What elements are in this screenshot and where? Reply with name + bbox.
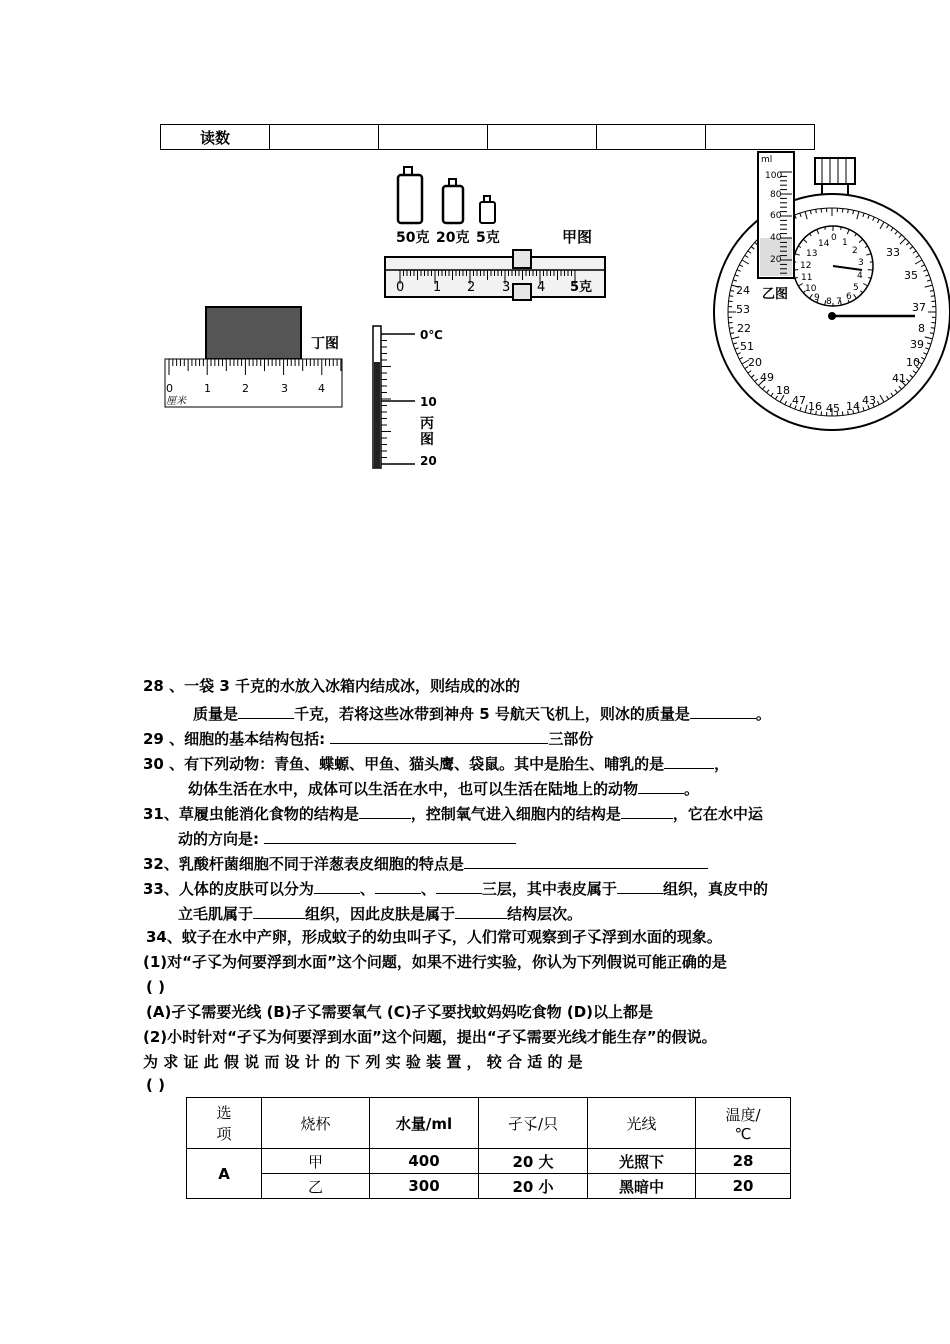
q34-2-paren: ( ) <box>146 1076 165 1094</box>
experiment-table <box>186 1097 791 1199</box>
q31-line1 <box>143 802 763 824</box>
q33-line1 <box>143 877 768 899</box>
instruments-figure <box>0 0 950 480</box>
tick-mark <box>816 209 817 213</box>
cylinder-tick-40: 40 <box>770 233 782 243</box>
q33-blank-3[interactable] <box>436 877 482 894</box>
q33-text-7: 组织，因此皮肤是属于 <box>305 905 456 923</box>
dial-small-9: 9 <box>814 293 820 303</box>
tick-mark <box>931 296 935 297</box>
header-larvae: 孑孓/只 <box>479 1098 588 1149</box>
balance-tick-5: 5克 <box>570 280 593 295</box>
dial-large-37: 37 <box>912 301 926 314</box>
header-option-2: 项 <box>216 1125 232 1143</box>
q34-2-line1: (2)小时针对“孑孓为何要浮到水面”这个问题，提出“孑孓需要光线才能生存”的假说。 <box>143 1028 717 1046</box>
dial-small-5: 5 <box>853 283 859 293</box>
q31-text-1: 31、草履虫能消化食物的结构是 <box>143 805 359 823</box>
dial-small-6: 6 <box>846 292 852 302</box>
q28-text-3: 。 <box>755 705 771 723</box>
q34-options: (A)孑孓需要光线 (B)孑孓需要氧气 (C)孑孓要找蚊妈妈吃食物 (D)以上都是 <box>146 1003 654 1021</box>
cylinder-tick-100: 100 <box>765 171 783 181</box>
jia-label: 甲图 <box>562 228 593 246</box>
cell-light-2: 黑暗中 <box>588 1174 696 1199</box>
q28-text-1: 质量是 <box>193 705 239 723</box>
cell-larvae-1: 20 大 <box>479 1149 588 1174</box>
q31-blank-1[interactable] <box>359 802 411 819</box>
weight-label-20: 20克 <box>436 230 470 246</box>
dial-small-4: 4 <box>857 271 863 281</box>
q33-text-5: 组织，真皮中的 <box>662 880 768 898</box>
q31-line2 <box>178 827 516 849</box>
q33-blank-5[interactable] <box>253 902 305 919</box>
dial-large-53: 53 <box>736 303 750 316</box>
cylinder-unit: ml <box>761 155 773 165</box>
dial-large-51: 51 <box>740 340 754 353</box>
thermo-tick-10: 10 <box>420 395 437 409</box>
dial-small-0: 0 <box>831 233 837 243</box>
q31-blank-3[interactable] <box>264 827 516 844</box>
dial-small-12: 12 <box>800 261 812 271</box>
q30-blank-1[interactable] <box>664 752 714 769</box>
ruler-tick-1: 1 <box>204 382 211 395</box>
q31-blank-2[interactable] <box>621 802 673 819</box>
header-temp <box>696 1098 791 1149</box>
q32-line <box>143 852 708 874</box>
dial-small-8: 8 <box>826 297 832 307</box>
q31-text-4: 动的方向是: <box>178 830 259 848</box>
dial-small-13: 13 <box>806 249 818 259</box>
dial-large-41: 41 <box>892 372 906 385</box>
q33-blank-4[interactable] <box>617 877 663 894</box>
reading-label: 读数 <box>161 125 270 150</box>
q34-2-line2: 为 求 证 此 假 说 而 设 计 的 下 列 实 验 装 置 ， 较 合 适 的 是 <box>143 1053 583 1071</box>
stopwatch <box>714 158 950 430</box>
thermo-tick-0: 0℃ <box>420 328 443 342</box>
ding-label: 丁图 <box>311 336 339 352</box>
q28-blank-2[interactable] <box>690 702 756 719</box>
cell-temp-2: 20 <box>696 1174 791 1199</box>
q32-text: 32、乳酸杆菌细胞不同于洋葱表皮细胞的特点是 <box>143 855 464 873</box>
q29-line <box>143 727 593 749</box>
header-light: 光线 <box>588 1098 696 1149</box>
yi-label: 乙图 <box>762 287 789 302</box>
dial-large-22: 22 <box>737 322 751 335</box>
dial-small-14: 14 <box>818 239 830 249</box>
q30-line1 <box>143 752 729 774</box>
q30-text-1: 30 、有下列动物：青鱼、蝶螈、甲鱼、猫头鹰、袋鼠。其中是胎生、哺乳的是 <box>143 755 665 773</box>
q32-blank[interactable] <box>464 852 708 869</box>
q33-text-2: 、 <box>359 880 375 898</box>
block-ruler <box>165 307 342 407</box>
header-water: 水量/ml <box>370 1098 479 1149</box>
dial-large-24: 24 <box>736 284 750 297</box>
header-temp-1: 温度/ <box>725 1105 761 1124</box>
q33-text-1: 33、人体的皮肤可以分为 <box>143 880 314 898</box>
balance-tick-2: 2 <box>467 280 476 295</box>
dial-large-14: 14 <box>846 400 860 413</box>
dial-large-20: 20 <box>748 356 762 369</box>
q33-text-3: 、 <box>420 880 436 898</box>
option-a: A <box>187 1149 262 1199</box>
cell-larvae-2: 20 小 <box>479 1174 588 1199</box>
ruler-tick-3: 3 <box>281 382 288 395</box>
ruler-tick-2: 2 <box>242 382 249 395</box>
cell-light-1: 光照下 <box>588 1149 696 1174</box>
cylinder-tick-60: 60 <box>770 211 782 221</box>
cell-water-1: 400 <box>370 1149 479 1174</box>
q33-text-8: 结构层次。 <box>507 905 583 923</box>
table-row <box>187 1149 791 1174</box>
table-row <box>187 1174 791 1199</box>
q33-blank-1[interactable] <box>314 877 360 894</box>
q28-line1: 28 、一袋 3 千克的水放入冰箱内结成冰，则结成的冰的 <box>143 677 520 695</box>
thermo-tick-20: 20 <box>420 454 437 468</box>
q33-text-6: 立毛肌属于 <box>178 905 254 923</box>
cell-temp-1: 28 <box>696 1149 791 1174</box>
q34-line: 34、蚊子在水中产卵，形成蚊子的幼虫叫孑孓，人们常可观察到孑孓浮到水面的现象。 <box>146 928 722 946</box>
q33-text-4: 三层，其中表皮属于 <box>481 880 617 898</box>
dial-large-18: 18 <box>776 384 790 397</box>
dial-small-1: 1 <box>842 238 848 248</box>
dial-large-39: 39 <box>910 338 924 351</box>
q33-blank-6[interactable] <box>455 902 507 919</box>
bing-label-1: 丙 <box>420 416 434 432</box>
balance-tick-1: 1 <box>433 280 442 295</box>
weight-label-50: 50克 <box>396 230 430 246</box>
q28-blank-1[interactable] <box>238 702 294 719</box>
dial-large-35: 35 <box>904 269 918 282</box>
dial-large-43: 43 <box>862 394 876 407</box>
dial-large-45: 45 <box>826 402 840 415</box>
q30-text-4: 。 <box>684 780 700 798</box>
q29-text-2: 三部份 <box>548 730 594 748</box>
cell-beaker-1: 甲 <box>262 1149 370 1174</box>
q31-text-2: ，控制氧气进入细胞内的结构是 <box>410 805 621 823</box>
cylinder-tick-80: 80 <box>770 190 782 200</box>
ruler-tick-0: 0 <box>166 382 173 395</box>
balance-scale <box>385 250 605 300</box>
thermometer <box>373 326 443 468</box>
q29-blank[interactable] <box>330 727 548 744</box>
dial-small-7: 7 <box>836 297 842 307</box>
cylinder-tick-20: 20 <box>770 255 782 265</box>
dial-large-10: 10 <box>906 356 920 369</box>
dial-small-10: 10 <box>805 284 817 294</box>
header-option <box>187 1098 262 1149</box>
q30-text-3: 幼体生活在水中，成体可以生活在水中，也可以生活在陆地上的动物 <box>188 780 639 798</box>
header-beaker: 烧杯 <box>262 1098 370 1149</box>
balance-tick-4: 4 <box>537 280 546 295</box>
bing-label-2: 图 <box>420 432 434 448</box>
cell-beaker-2: 乙 <box>262 1174 370 1199</box>
header-temp-2: ℃ <box>734 1124 752 1143</box>
tick-mark <box>841 227 842 230</box>
header-option-1: 选 <box>216 1104 232 1122</box>
weight-label-5: 5克 <box>476 230 500 246</box>
dial-large-47: 47 <box>792 394 806 407</box>
tick-mark <box>868 270 873 271</box>
tick-mark <box>729 328 733 329</box>
dial-large-33: 33 <box>886 246 900 259</box>
ruler-tick-4: 4 <box>318 382 325 395</box>
q28-line2 <box>193 702 771 724</box>
dial-large-49: 49 <box>760 371 774 384</box>
tick-mark <box>729 296 733 297</box>
q30-blank-2[interactable] <box>638 777 684 794</box>
dial-small-2: 2 <box>852 246 858 256</box>
q30-line2 <box>188 777 699 799</box>
dial-large-8: 8 <box>918 322 925 335</box>
weights-group <box>396 167 592 246</box>
q28-text-2: 千克，若将这些冰带到神舟 5 号航天飞机上，则冰的质量是 <box>294 705 690 723</box>
dial-small-3: 3 <box>858 258 864 268</box>
q33-blank-2[interactable] <box>375 877 421 894</box>
q31-text-3: ，它在水中运 <box>672 805 763 823</box>
ruler-unit: 厘米 <box>166 396 186 407</box>
dial-large-16: 16 <box>808 400 822 413</box>
q29-text-1: 29 、细胞的基本结构包括: <box>143 730 326 748</box>
dial-small-11: 11 <box>801 273 813 283</box>
tick-mark <box>848 209 849 213</box>
tick-mark <box>931 328 935 329</box>
q30-text-2: ， <box>714 755 730 773</box>
tick-mark <box>825 227 826 230</box>
q33-line2 <box>178 902 582 924</box>
cell-water-2: 300 <box>370 1174 479 1199</box>
balance-tick-0: 0 <box>396 280 405 295</box>
q34-1-paren: ( ) <box>146 978 165 996</box>
q34-1-line1: (1)对“孑孓为何要浮到水面”这个问题，如果不进行实验，你认为下列假说可能正确的是 <box>143 953 727 971</box>
balance-tick-3: 3 <box>502 280 511 295</box>
